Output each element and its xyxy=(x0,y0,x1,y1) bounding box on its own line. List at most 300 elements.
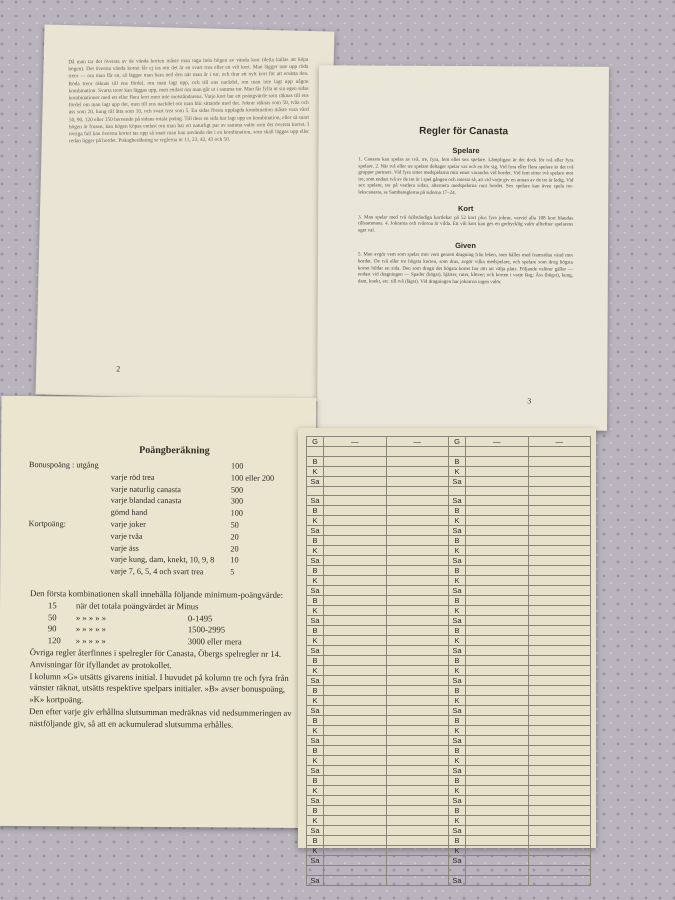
grid-cell xyxy=(528,656,591,666)
grid-cell xyxy=(466,856,529,866)
grid-cell: K xyxy=(307,696,324,706)
grid-cell xyxy=(324,826,387,836)
grid-cell: Sa xyxy=(307,586,324,596)
grid-cell xyxy=(386,646,449,656)
grid-cell xyxy=(528,806,591,816)
grid-cell xyxy=(386,526,449,536)
scoring-label: varje kung, dam, knekt, 10, 9, 8 xyxy=(110,555,215,565)
minimum-points: 15 xyxy=(48,600,57,611)
grid-cell: B xyxy=(307,746,324,756)
grid-row xyxy=(307,466,591,476)
section-text-given: 5. Man avgör vem som spelar mot vem genom dragning från leken, som hålles med framsidan vänd mot bordet. De två eller tre högsta korten, som dras, avgör vilka medspelare, och spelare som drog högsta kortet bildar en sida. Den som dragit det högsta kortet har rätt att välja plats. Följande valörer gäller — endast vid dragningen — Spader (högst), hjärter, ruter, klöver; och korten i varje färg: Äss (högst), kung, dam, knekt, etc. till två (lägst). Vid dragningen har jokrarna ingen valör. xyxy=(357,252,573,285)
grid-cell xyxy=(386,666,449,676)
grid-row xyxy=(307,506,591,516)
scoring-page xyxy=(0,396,316,828)
grid-cell xyxy=(466,875,529,885)
grid-cell: K xyxy=(449,516,466,526)
scoring-label: varje tvåa xyxy=(110,531,143,541)
grid-cell: Sa xyxy=(307,646,324,656)
grid-cell: K xyxy=(449,666,466,676)
grid-cell xyxy=(528,536,591,546)
grid-cell xyxy=(324,536,387,546)
minimum-range: 3000 eller mera xyxy=(187,636,242,647)
grid-cell xyxy=(324,666,387,676)
grid-cell xyxy=(324,566,387,576)
minimum-condition: » » » » » xyxy=(75,623,106,635)
grid-cell: K xyxy=(307,576,324,586)
grid-cell xyxy=(528,716,591,726)
minimum-intro: Den första kombinationen skall innehålla följande minimum-poängvärde: xyxy=(30,588,284,600)
grid-cell xyxy=(386,466,449,476)
grid-cell xyxy=(528,596,591,606)
grid-cell: Sa xyxy=(307,766,324,776)
grid-cell xyxy=(528,496,591,506)
grid-cell xyxy=(386,826,449,836)
grid-cell xyxy=(386,736,449,746)
grid-cell: Sa xyxy=(449,736,466,746)
grid-cell: K xyxy=(449,636,466,646)
grid-cell xyxy=(386,726,449,736)
minimum-rows xyxy=(30,600,295,649)
grid-cell: K xyxy=(449,726,466,736)
grid-cell xyxy=(324,456,387,466)
grid-cell: Sa xyxy=(449,496,466,506)
grid-cell xyxy=(324,846,387,856)
grid-cell xyxy=(466,666,529,676)
section-heading-spelare: Spelare xyxy=(452,145,480,156)
grid-cell xyxy=(324,626,387,636)
grid-row xyxy=(307,636,591,646)
grid-cell xyxy=(386,706,449,716)
grid-cell xyxy=(386,716,449,726)
scoring-label: varje 7, 6, 5, 4 och svart trea xyxy=(110,566,204,577)
grid-cell xyxy=(528,776,591,786)
grid-cell xyxy=(466,736,529,746)
grid-cell: B xyxy=(449,506,466,516)
grid-header-cell: — xyxy=(386,437,449,447)
section-text-spelare: 1. Canasta kan spelas av två, tre, fyra, fem eller sex spelare. Lämpligast är det dock för två eller fyra spelare. 2. När två eller tre spelare deltager spelar var och en för sig. Vid fyra eller flera spelare är det två grupper partners. Vid fyra sitter medspelarna mitt emot varandra vid bordet. Vid fem sitter två spelare mot tre, som endast två av de tre är i spel gången och roterar så, att vid varje giv en annan av de tre är ledig. Vid sex spelare, tre på vardera sidan, alternera medspelarna runt bordet. Sex spelare kan även spela tre-lekscanasta, se Sambareglerna på sidorna 17–24. xyxy=(358,157,574,196)
grid-cell xyxy=(324,586,387,596)
grid-cell xyxy=(324,706,387,716)
grid-cell xyxy=(528,466,591,476)
paragraph-accumulate: Den efter varje giv erhållna slutsumman medräknas vid nedsummeringen av nästföljande giv, så att en ackumulerad slutsumma erhålles. xyxy=(29,706,292,730)
grid-cell: B xyxy=(307,836,324,846)
minimum-points: 50 xyxy=(47,611,57,622)
page-number-3: 3 xyxy=(527,396,532,406)
grid-cell xyxy=(324,496,387,506)
grid-cell xyxy=(386,546,449,556)
grid-cell: Sa xyxy=(307,526,324,536)
grid-row xyxy=(307,796,591,806)
grid-cell: Sa xyxy=(307,676,324,686)
grid-cell xyxy=(386,866,449,876)
scoring-value: 50 xyxy=(230,520,239,530)
grid-cell xyxy=(324,756,387,766)
grid-cell xyxy=(466,756,529,766)
grid-cell xyxy=(466,606,529,616)
grid-cell: Sa xyxy=(307,616,324,626)
grid-cell xyxy=(324,576,387,586)
grid-cell xyxy=(386,786,449,796)
grid-cell: K xyxy=(307,756,324,766)
grid-row xyxy=(307,686,591,696)
grid-cell: Sa xyxy=(449,476,466,486)
grid-cell xyxy=(386,586,449,596)
grid-cell: B xyxy=(307,506,324,516)
grid-row xyxy=(307,516,591,526)
grid-row xyxy=(307,856,591,866)
grid-cell xyxy=(528,486,591,496)
grid-row xyxy=(307,447,591,457)
grid-cell xyxy=(466,496,529,506)
grid-cell: Sa xyxy=(449,586,466,596)
grid-cell xyxy=(324,686,387,696)
grid-cell xyxy=(386,776,449,786)
grid-cell xyxy=(386,846,449,856)
grid-cell xyxy=(324,506,387,516)
grid-cell: Sa xyxy=(449,766,466,776)
grid-cell xyxy=(324,796,387,806)
grid-cell: B xyxy=(449,626,466,636)
grid-cell xyxy=(386,676,449,686)
section-heading-kort: Kort xyxy=(457,203,474,213)
grid-cell xyxy=(386,656,449,666)
minimum-condition: » » » » » xyxy=(75,612,107,623)
grid-cell xyxy=(466,536,529,546)
grid-cell xyxy=(466,696,529,706)
grid-cell xyxy=(528,556,591,566)
grid-cell xyxy=(324,726,387,736)
grid-cell: B xyxy=(449,566,466,576)
grid-cell xyxy=(386,686,449,696)
grid-cell: Sa xyxy=(449,646,466,656)
grid-cell xyxy=(466,556,529,566)
grid-cell xyxy=(466,706,529,716)
grid-cell xyxy=(466,486,529,496)
grid-cell xyxy=(324,466,387,476)
grid-cell xyxy=(386,796,449,806)
grid-cell: K xyxy=(307,466,324,476)
grid-cell xyxy=(466,546,529,556)
grid-cell: B xyxy=(449,776,466,786)
scoring-value: 500 xyxy=(230,485,244,495)
grid-cell xyxy=(386,447,449,457)
grid-cell xyxy=(466,586,529,596)
grid-cell xyxy=(528,696,591,706)
grid-row xyxy=(307,606,591,616)
grid-cell xyxy=(466,447,529,457)
grid-cell: K xyxy=(307,606,324,616)
scoring-value: 100 xyxy=(230,461,244,471)
grid-cell xyxy=(386,696,449,706)
grid-cell: B xyxy=(449,836,466,846)
grid-row xyxy=(307,776,591,786)
grid-row xyxy=(307,716,591,726)
section-text-kort: 3. Man spelar med två fullständiga kortlekar på 52 kort plus fyra jokrar, varvid alla 108 kort blandas tillsammans. 4. Jokrarna och tvåorna är vilda. Ett vilt kort kan ges en godtycklig valör allteftter spelarens eget val. xyxy=(358,215,574,234)
grid-cell xyxy=(324,476,387,486)
grid-cell xyxy=(528,856,591,866)
grid-row xyxy=(307,486,591,496)
grid-row xyxy=(307,666,591,676)
grid-cell xyxy=(528,726,591,736)
grid-cell xyxy=(466,776,529,786)
grid-cell xyxy=(528,756,591,766)
grid-cell: K xyxy=(307,786,324,796)
grid-cell xyxy=(324,616,387,626)
grid-cell xyxy=(528,826,591,836)
grid-cell xyxy=(528,746,591,756)
grid-cell xyxy=(386,516,449,526)
grid-cell xyxy=(324,546,387,556)
grid-cell xyxy=(386,486,449,496)
grid-cell xyxy=(466,466,529,476)
grid-cell xyxy=(386,566,449,576)
grid-row xyxy=(307,786,591,796)
scoring-value: 300 xyxy=(230,496,244,506)
grid-cell: Sa xyxy=(449,556,466,566)
grid-cell xyxy=(528,786,591,796)
grid-cell: K xyxy=(449,816,466,826)
scoring-title: Poängberäkning xyxy=(139,444,210,457)
grid-cell: Sa xyxy=(307,736,324,746)
grid-row xyxy=(307,766,591,776)
grid-row xyxy=(307,656,591,666)
grid-cell xyxy=(386,506,449,516)
grid-cell: K xyxy=(449,466,466,476)
grid-row xyxy=(307,616,591,626)
paragraph-instructions-heading: Anvisningar för ifyllandet av protokollet. xyxy=(29,658,172,670)
grid-cell xyxy=(386,596,449,606)
paragraph-other-rules: Övriga regler återfinnes i spelregler för Canasta, Öbergs spelregler nr 14. xyxy=(29,647,282,659)
grid-row xyxy=(307,806,591,816)
grid-cell xyxy=(386,536,449,546)
grid-cell xyxy=(386,496,449,506)
grid-cell xyxy=(466,796,529,806)
grid-cell: K xyxy=(307,516,324,526)
scoring-label: varje naturlig canasta xyxy=(110,484,181,494)
grid-cell xyxy=(324,806,387,816)
grid-cell xyxy=(528,766,591,776)
grid-cell xyxy=(528,796,591,806)
paragraph-columns: I kolumn »G» utsätts givarens initial. I huvudet på kolumn tre och fyra från vänster räknat, utsätts respektive spelpars initialer. »B» avser bonuspoäng, »K» kortpoäng. xyxy=(29,670,289,705)
grid-cell: Sa xyxy=(449,826,466,836)
grid-row xyxy=(307,646,591,656)
grid-cell xyxy=(324,606,387,616)
grid-cell xyxy=(528,586,591,596)
grid-cell xyxy=(466,596,529,606)
grid-cell xyxy=(466,846,529,856)
grid-cell: B xyxy=(307,596,324,606)
grid-cell xyxy=(386,746,449,756)
grid-cell: B xyxy=(307,626,324,636)
grid-cell: Sa xyxy=(307,796,324,806)
grid-cell xyxy=(528,866,591,876)
grid-cell xyxy=(466,506,529,516)
grid-row xyxy=(307,566,591,576)
grid-row xyxy=(307,696,591,706)
grid-cell: Sa xyxy=(449,616,466,626)
grid-cell xyxy=(324,875,387,885)
grid-cell: K xyxy=(449,576,466,586)
scoring-value: 20 xyxy=(230,544,239,554)
grid-cell xyxy=(324,716,387,726)
grid-cell xyxy=(466,526,529,536)
grid-cell xyxy=(466,516,529,526)
grid-cell: K xyxy=(449,546,466,556)
grid-cell xyxy=(324,816,387,826)
grid-cell: K xyxy=(449,846,466,856)
score-grid xyxy=(306,436,591,886)
grid-cell xyxy=(466,726,529,736)
grid-cell: Sa xyxy=(307,496,324,506)
grid-row xyxy=(307,746,591,756)
grid-cell: B xyxy=(449,806,466,816)
grid-cell xyxy=(324,786,387,796)
grid-cell xyxy=(528,836,591,846)
grid-cell: B xyxy=(449,456,466,466)
grid-row xyxy=(307,816,591,826)
page-2-text: Då man tar det översta av de vända korten måste man taga hela högen av vända kort (detta kallas att köpa högen). Det översta vända kortet får ej tas om det är en svart trea eller en vilt kort. Man lägger inte upp röda treor — om man får en, så lägger man bara ned den när man är i tur, och drar ett nytt kort för att ersätta den. Röda treor räknas till ens fördel, om man lagt upp, och till ens nackdel, om man inte lagt upp någon kombination. Svarta treor kan läggas upp, men endast om man går ut i samma tur. Man får fylla ut sin egen sidas kombinationer med ett eller flera kort men inte motståndarens. Varje kort har ett poängvärde som räknas till ens fördel om man lagt upp det, men till ens nackdel om man blir sittande med det. Jokrar räknas som 50, tvåa och äss som 20, kung till åtta som 10, och svart trea som 5. En sidas första upplagda kombination måste vara värd 50, 90, 120 eller 150 beroende på sidans totala poäng. Till dess en sida har lagt upp en kombination, eller så snart högen är frusen, kan högen köpas endast om man har ett naturligt par av samma valör som det översta kortet. I övriga fall kan översta kortet tas upp så snart man kan använda det i en kombination, som skall läggas upp eller redan ligger på bordet. Poängberäkning se reglerna nr 11, 23, 42, 43 och 50. xyxy=(68,56,310,145)
grid-cell xyxy=(466,566,529,576)
grid-cell xyxy=(386,456,449,466)
grid-row xyxy=(307,526,591,536)
grid-cell xyxy=(466,826,529,836)
grid-cell xyxy=(528,546,591,556)
grid-header-cell: — xyxy=(466,437,529,447)
grid-row xyxy=(307,836,591,846)
grid-cell: Sa xyxy=(307,706,324,716)
scoring-label: varje äss xyxy=(110,543,139,553)
scoring-cat: Bonuspoäng : utgång xyxy=(28,460,99,470)
grid-cell xyxy=(466,786,529,796)
grid-cell: B xyxy=(307,566,324,576)
grid-cell xyxy=(386,576,449,586)
grid-cell xyxy=(528,516,591,526)
scoring-value: 100 eller 200 xyxy=(230,473,275,483)
grid-row xyxy=(307,875,591,885)
grid-cell: K xyxy=(307,726,324,736)
minimum-range: 0-1495 xyxy=(187,612,213,623)
grid-cell: K xyxy=(449,606,466,616)
grid-cell xyxy=(528,566,591,576)
grid-header-cell: — xyxy=(324,437,387,447)
grid-cell xyxy=(466,816,529,826)
grid-cell xyxy=(466,626,529,636)
rules-sections xyxy=(358,139,574,286)
grid-cell xyxy=(324,736,387,746)
grid-cell xyxy=(528,576,591,586)
grid-cell xyxy=(386,616,449,626)
grid-cell xyxy=(307,447,324,457)
grid-cell xyxy=(528,456,591,466)
grid-cell xyxy=(528,447,591,457)
grid-row xyxy=(307,456,591,466)
grid-cell xyxy=(466,656,529,666)
grid-cell xyxy=(528,646,591,656)
grid-header-cell: — xyxy=(528,437,591,447)
grid-cell xyxy=(307,866,324,876)
scoring-value: 10 xyxy=(230,555,239,565)
scoring-value: 5 xyxy=(230,567,235,577)
minimum-condition: när det totala poängvärdet är Minus xyxy=(76,600,199,612)
grid-cell xyxy=(386,636,449,646)
grid-cell xyxy=(324,676,387,686)
grid-cell xyxy=(528,616,591,626)
grid-cell: K xyxy=(307,846,324,856)
grid-cell: Sa xyxy=(449,796,466,806)
grid-cell xyxy=(528,626,591,636)
grid-cell xyxy=(386,836,449,846)
grid-cell xyxy=(528,706,591,716)
grid-cell xyxy=(386,766,449,776)
grid-cell xyxy=(528,875,591,885)
scoring-cat: Kortpoäng: xyxy=(28,519,66,529)
grid-cell xyxy=(528,676,591,686)
grid-cell: B xyxy=(449,536,466,546)
grid-cell: B xyxy=(449,746,466,756)
grid-cell xyxy=(466,476,529,486)
grid-row xyxy=(307,706,591,716)
grid-cell xyxy=(466,616,529,626)
grid-cell: Sa xyxy=(449,875,466,885)
page-number-2: 2 xyxy=(116,364,121,374)
grid-cell: B xyxy=(449,716,466,726)
grid-cell xyxy=(528,636,591,646)
grid-cell xyxy=(386,806,449,816)
grid-row xyxy=(307,576,591,586)
grid-cell xyxy=(324,556,387,566)
grid-cell: K xyxy=(449,696,466,706)
grid-cell: B xyxy=(307,776,324,786)
grid-cell xyxy=(528,816,591,826)
grid-cell xyxy=(466,836,529,846)
grid-header-cell: G xyxy=(307,437,324,447)
grid-cell: K xyxy=(307,816,324,826)
section-heading-given: Given xyxy=(455,241,476,251)
grid-row xyxy=(307,756,591,766)
grid-cell xyxy=(466,456,529,466)
grid-row xyxy=(307,496,591,506)
grid-row xyxy=(307,546,591,556)
grid-row xyxy=(307,586,591,596)
scoring-label: varje röd trea xyxy=(110,472,155,482)
minimum-range: 1500-2995 xyxy=(187,624,226,635)
grid-cell: B xyxy=(307,456,324,466)
grid-cell xyxy=(466,636,529,646)
scoring-label: gömd hand xyxy=(110,507,148,518)
scoring-row xyxy=(28,566,278,580)
grid-cell: B xyxy=(307,536,324,546)
grid-row xyxy=(307,826,591,836)
grid-cell xyxy=(466,766,529,776)
grid-cell xyxy=(324,746,387,756)
grid-cell xyxy=(466,676,529,686)
grid-cell xyxy=(466,576,529,586)
grid-cell xyxy=(307,486,324,496)
grid-cell xyxy=(386,875,449,885)
grid-row xyxy=(307,736,591,746)
grid-cell: B xyxy=(449,656,466,666)
minimum-row xyxy=(30,635,295,649)
grid-cell xyxy=(324,766,387,776)
grid-row xyxy=(307,476,591,486)
grid-row xyxy=(307,866,591,876)
minimum-section xyxy=(29,588,295,731)
grid-cell xyxy=(528,606,591,616)
grid-cell xyxy=(466,646,529,656)
grid-cell xyxy=(324,836,387,846)
grid-cell xyxy=(386,626,449,636)
